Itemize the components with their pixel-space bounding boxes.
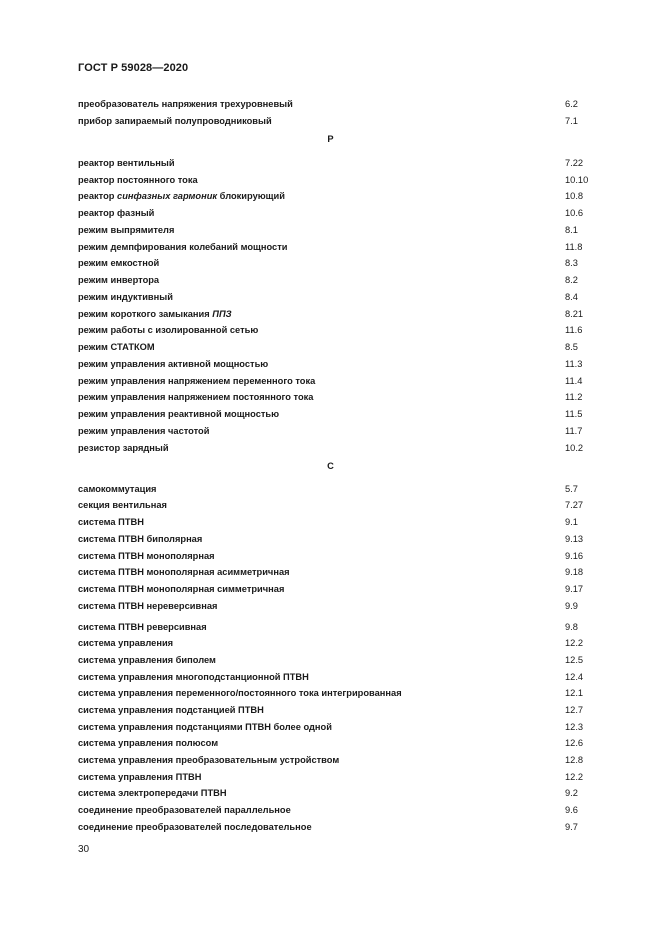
index-entry: [78, 290, 598, 304]
index-entry: [78, 786, 598, 800]
index-reference: 10.8: [565, 191, 584, 201]
index-term: [78, 636, 173, 650]
index-term: [78, 532, 202, 546]
index-term-part: реактор фазный: [78, 208, 155, 218]
index-term-part: прибор запираемый полупроводниковый: [78, 116, 272, 126]
index-entry: [78, 390, 598, 404]
index-term: [78, 770, 201, 784]
index-term-part: самокоммутация: [78, 484, 157, 494]
index-term: [78, 189, 285, 203]
index-term-part: режим управления напряжением постоянного тока: [78, 392, 314, 402]
index-term-part: режим управления активной мощностью: [78, 359, 269, 369]
index-term: [78, 206, 154, 220]
index-reference: 9.16: [565, 551, 584, 561]
index-term-part: режим управления реактивной мощностью: [78, 409, 280, 419]
index-term-part: блокирующий: [217, 191, 285, 201]
index-reference: 8.3: [565, 258, 578, 268]
index-term-part: система управления полюсом: [78, 738, 219, 748]
index-reference: 7.27: [565, 500, 584, 510]
index-entry: [78, 114, 598, 128]
document-header: ГОСТ Р 59028—2020: [78, 62, 189, 74]
index-entry: [78, 532, 598, 546]
index-entry: [78, 498, 598, 512]
index-term: [78, 720, 332, 734]
index-term: [78, 273, 159, 287]
index-term: [78, 620, 207, 634]
index-term-part: система управления ПТВН: [78, 772, 202, 782]
index-term: [78, 820, 312, 834]
index-term: [78, 374, 315, 388]
index-entry: [78, 407, 598, 421]
index-entry: [78, 620, 598, 634]
index-entry: [78, 565, 598, 579]
index-term-part: система ПТВН: [78, 517, 144, 527]
index-term: [78, 407, 279, 421]
index-term-part: система электропередачи ПТВН: [78, 788, 227, 798]
index-term-part: система управления преобразовательным устройством: [78, 755, 340, 765]
index-entry: [78, 357, 598, 371]
index-term-part: система управления биполем: [78, 655, 216, 665]
index-term: [78, 240, 287, 254]
index-term-part: соединение преобразователей последовательное: [78, 822, 312, 832]
index-reference: 12.5: [565, 655, 584, 665]
index-term-part: режим демпфирования колебаний мощности: [78, 242, 288, 252]
index-reference: 12.3: [565, 722, 584, 732]
index-term: [78, 114, 272, 128]
index-entry: [78, 424, 598, 438]
index-term-part: преобразователь напряжения трехуровневый: [78, 99, 293, 109]
index-term-part: система управления подстанцией ПТВН: [78, 705, 264, 715]
index-reference: 9.8: [565, 622, 578, 632]
index-entry: [78, 736, 598, 750]
index-term: [78, 256, 159, 270]
index-term-part: соединение преобразователей параллельное: [78, 805, 291, 815]
index-reference: 12.2: [565, 772, 584, 782]
index-reference: 9.9: [565, 601, 578, 611]
index-entry: [78, 703, 598, 717]
index-reference: 11.5: [565, 409, 583, 419]
index-entry: [78, 307, 598, 321]
index-reference: 12.1: [565, 688, 584, 698]
index-reference: 12.8: [565, 755, 584, 765]
index-entry: [78, 686, 598, 700]
index-term: [78, 424, 209, 438]
index-entry: [78, 223, 598, 237]
index-reference: 7.1: [565, 116, 578, 126]
index-entry: [78, 549, 598, 563]
index-entry: [78, 156, 598, 170]
index-reference: 11.2: [565, 392, 583, 402]
index-term: [78, 670, 309, 684]
index-reference: 8.4: [565, 292, 578, 302]
index-reference: 12.6: [565, 738, 584, 748]
index-term: [78, 686, 402, 700]
index-term: [78, 156, 175, 170]
index-term: [78, 703, 264, 717]
index-term: [78, 515, 144, 529]
index-entry: [78, 240, 598, 254]
index-term-part: система ПТВН монополярная асимметричная: [78, 567, 290, 577]
index-entry: [78, 636, 598, 650]
index-term: [78, 307, 232, 321]
index-term: [78, 323, 258, 337]
index-reference: 7.22: [565, 158, 584, 168]
index-entry: [78, 482, 598, 496]
index-entry: [78, 753, 598, 767]
index-term: [78, 223, 174, 237]
index-term-part: система ПТВН монополярная: [78, 551, 215, 561]
index-reference: 12.4: [565, 672, 584, 682]
index-entry: [78, 670, 598, 684]
index-entry: [78, 273, 598, 287]
index-term-part: режим СТАТКОМ: [78, 342, 155, 352]
index-term-part: режим емкостной: [78, 258, 160, 268]
index-term: [78, 653, 216, 667]
index-reference: 10.10: [565, 175, 589, 185]
index-term-part: режим управления частотой: [78, 426, 210, 436]
index-reference: 5.7: [565, 484, 578, 494]
index-term: [78, 498, 167, 512]
index-term-part: система управления многоподстанционной ПТВН: [78, 672, 309, 682]
index-reference: 8.21: [565, 309, 584, 319]
page-number: 30: [78, 844, 90, 855]
index-entry: [78, 173, 598, 187]
index-entry: [78, 820, 598, 834]
index-reference: 11.7: [565, 426, 583, 436]
index-reference: 6.2: [565, 99, 578, 109]
index-term: [78, 173, 198, 187]
index-entry: [78, 206, 598, 220]
index-term: [78, 482, 156, 496]
index-entry: [78, 653, 598, 667]
index-term-part: режим работы с изолированной сетью: [78, 325, 259, 335]
index-term: [78, 803, 291, 817]
index-term-part: реактор вентильный: [78, 158, 175, 168]
index-term-part: система ПТВН нереверсивная: [78, 601, 218, 611]
index-reference: 8.1: [565, 225, 578, 235]
index-term: [78, 340, 155, 354]
index-term-part: реактор: [78, 191, 118, 201]
index-term: [78, 390, 313, 404]
index-entry: [78, 720, 598, 734]
index-reference: 11.3: [565, 359, 583, 369]
index-reference: 11.4: [565, 376, 583, 386]
index-term-part: режим управления напряжением переменного тока: [78, 376, 316, 386]
index-reference: 11.6: [565, 325, 583, 335]
index-entry: [78, 803, 598, 817]
section-letter: С: [327, 461, 334, 471]
index-term-italic-part: синфазных гармоник: [117, 191, 218, 201]
index-entry: [78, 97, 598, 111]
index-term: [78, 549, 215, 563]
section-letter: Р: [327, 134, 334, 144]
index-term-part: режим индуктивный: [78, 292, 173, 302]
index-entry: [78, 441, 598, 455]
index-term: [78, 582, 284, 596]
index-term-italic-part: ППЗ: [212, 309, 232, 319]
index-term: [78, 441, 169, 455]
index-reference: 12.2: [565, 638, 584, 648]
index-entry: [78, 189, 598, 203]
index-entry: [78, 515, 598, 529]
index-term-part: реактор постоянного тока: [78, 175, 198, 185]
index-reference: 11.8: [565, 242, 583, 252]
index-entry: [78, 770, 598, 784]
index-reference: 9.7: [565, 822, 578, 832]
index-term: [78, 97, 293, 111]
index-reference: 8.2: [565, 275, 578, 285]
index-term: [78, 736, 218, 750]
index-term: [78, 753, 339, 767]
index-term-part: режим короткого замыкания: [78, 309, 213, 319]
index-term: [78, 786, 227, 800]
index-term-part: секция вентильная: [78, 500, 167, 510]
index-entry: [78, 323, 598, 337]
index-entry: [78, 582, 598, 596]
index-term-part: система управления: [78, 638, 174, 648]
index-term-part: режим выпрямителя: [78, 225, 175, 235]
index-reference: 10.2: [565, 443, 584, 453]
index-term-part: система ПТВН реверсивная: [78, 622, 207, 632]
index-reference: 12.7: [565, 705, 584, 715]
index-reference: 8.5: [565, 342, 578, 352]
index-term-part: резистор зарядный: [78, 443, 169, 453]
index-reference: 9.18: [565, 567, 584, 577]
index-term-part: система ПТВН биполярная: [78, 534, 203, 544]
index-term-part: система управления подстанциями ПТВН более одной: [78, 722, 332, 732]
index-reference: 10.6: [565, 208, 584, 218]
index-term: [78, 290, 173, 304]
index-reference: 9.6: [565, 805, 578, 815]
index-reference: 9.13: [565, 534, 584, 544]
index-entry: [78, 374, 598, 388]
index-term: [78, 565, 290, 579]
index-reference: 9.1: [565, 517, 578, 527]
index-term: [78, 357, 268, 371]
index-reference: 9.2: [565, 788, 578, 798]
index-term-part: система управления переменного/постоянного тока интегрированная: [78, 688, 402, 698]
index-term: [78, 599, 217, 613]
index-term-part: режим инвертора: [78, 275, 160, 285]
index-term-part: система ПТВН монополярная симметричная: [78, 584, 285, 594]
index-entry: [78, 599, 598, 613]
index-entry: [78, 340, 598, 354]
index-entry: [78, 256, 598, 270]
index-reference: 9.17: [565, 584, 584, 594]
